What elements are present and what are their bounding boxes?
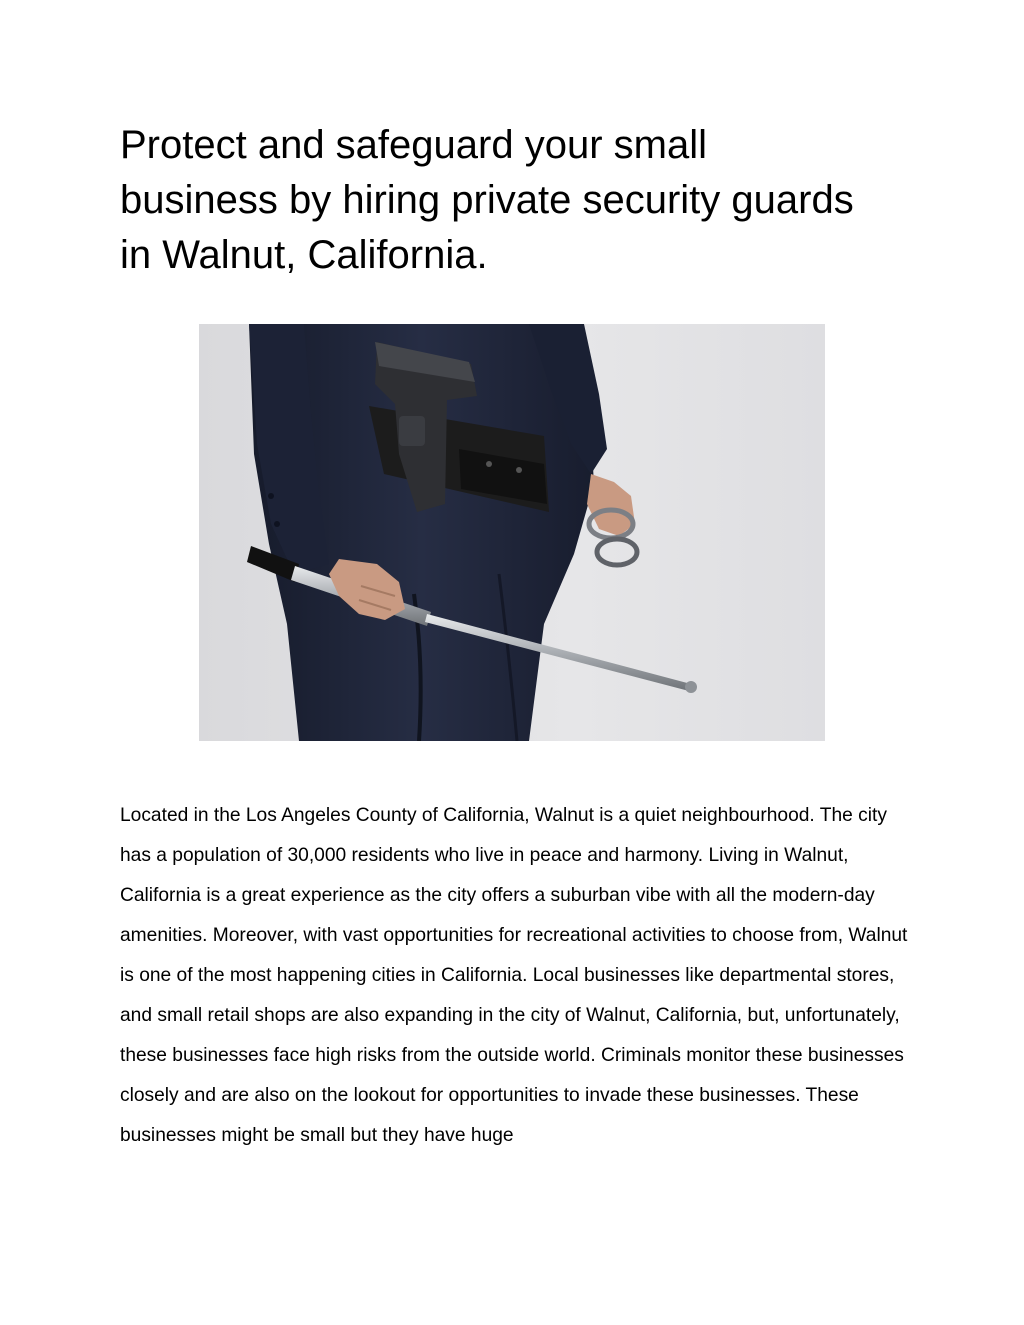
holster-lock: [399, 416, 425, 446]
sleeve-button: [268, 493, 274, 499]
security-guard-illustration: [199, 324, 825, 741]
belt-snap: [486, 461, 492, 467]
body-paragraph: Located in the Los Angeles County of California, Walnut is a quiet neighbourhood. The city has a population of 30,000 residents who live in peace and harmony. Living in Walnut, California is a great experience as the city offers a suburban vibe with all the modern-day amenities. Moreover, with vast opportunities for recreational activities to choose from, Walnut is one of the most happening cities in California. Local businesses like departmental stores, and small retail shops are also expanding in the city of Walnut, California, but, unfortunately, these businesses face high risks from the outside world. Criminals monitor these businesses closely and are also on the lookout for opportunities to invade these businesses. These businesses might be small but they have huge: [120, 805, 908, 1146]
baton-tip: [685, 681, 697, 693]
security-guard-photo: [199, 324, 825, 741]
belt-snap: [516, 467, 522, 473]
sleeve-button: [274, 521, 280, 527]
document-title: Protect and safeguard your small business by hiring private security guards in Walnut, California.: [120, 123, 854, 277]
